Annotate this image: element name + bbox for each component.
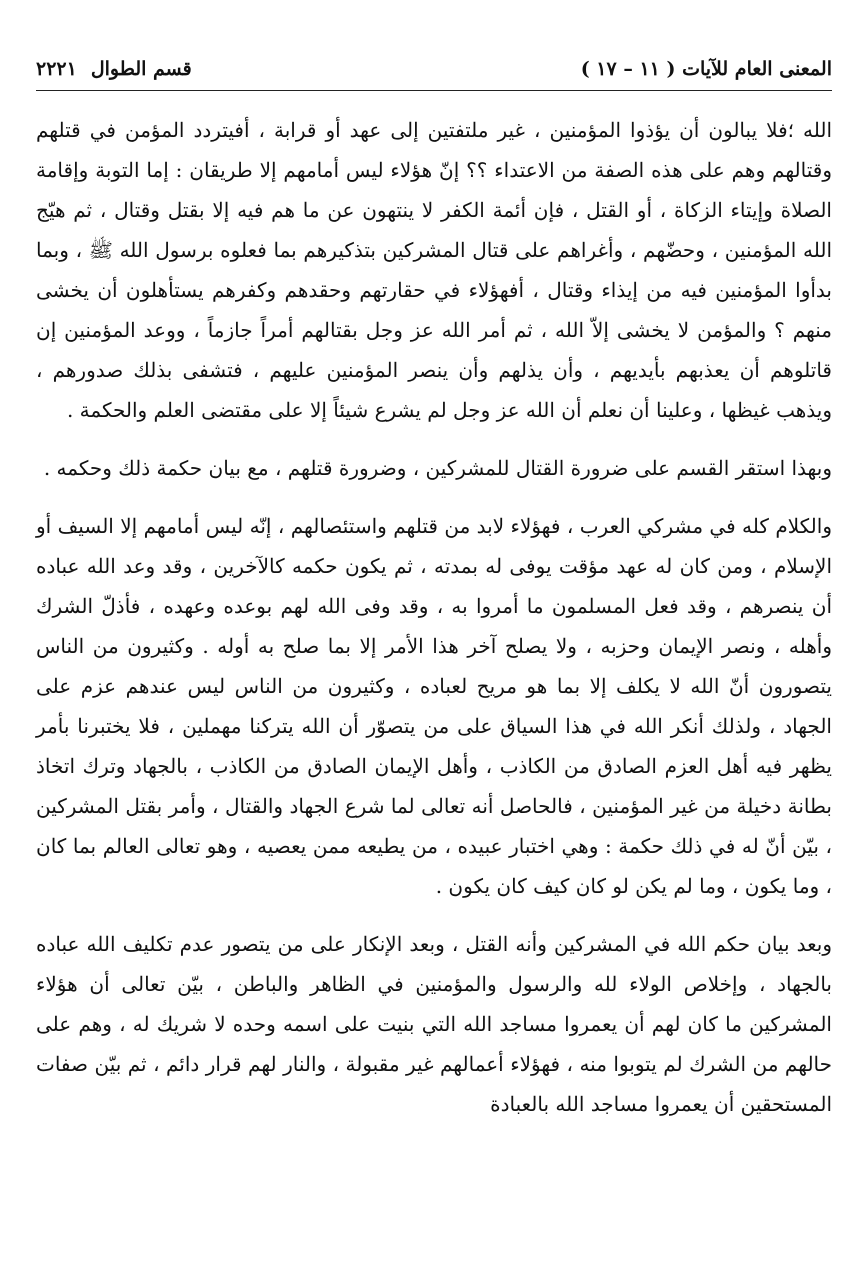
chapter-title: المعنى العام للآيات ( ١١ – ١٧ ): [580, 58, 832, 80]
book-page: [36, 56, 832, 1142]
section-and-page: [36, 58, 192, 80]
page-number: ٢٢٢١: [36, 58, 77, 80]
paragraph-4: وبعد بيان حكم الله في المشركين وأنه القتل ، وبعد الإنكار على من يتصور عدم تكليف الله عباده بالجهاد ، وإخلاص الولاء لله والرسول والمؤمنين في الظاهر والباطن ، بيّن تعالى أن هؤلاء المشركين ما كان لهم أن يعمروا مساجد الله التي بنيت على اسمه وحده لا شريك له ، وهم على حالهم من الشرك لم يتوبوا منه ، فهؤلاء أعمالهم غير مقبولة ، والنار لهم قرار دائم ، ثم بيّن صفات المستحقين أن يعمروا مساجد الله بالعبادة: [36, 932, 832, 1116]
section-name: قسم الطوال: [90, 58, 192, 80]
paragraph-1: الله ؛فلا يبالون أن يؤذوا المؤمنين ، غير ملتفتين إلى عهد أو قرابة ، أفيتردد المؤمن في قتلهم وقتالهم وهم على هذه الصفة من الاعتداء ؟؟ إنّ هؤلاء ليس أمامهم إلا طريقان : إما التوبة وإقامة الصلاة وإيتاء الزكاة ، أو القتل ، فإن أئمة الكفر لا ينتهون عن ما هم فيه إلا بقتل وقتال ، ثم هيّج الله المؤمنين ، وحضّهم ، وأغراهم على قتال المشركين بتذكيرهم بما فعلوه برسول الله ﷺ ، وبما بدأوا المؤمنين فيه من إيذاء وقتال ، أفهؤلاء في حقارتهم وحقدهم وكفرهم يستأهلون أن يخشى منهم ؟ والمؤمن لا يخشى إلاّ الله ، ثم أمر الله عز وجل بقتالهم أمراً جازماً ، ووعد المؤمنين إن قاتلوهم أن يعذبهم بأيديهم ، وأن يذلهم وأن ينصر المؤمنين عليهم ، فتشفى بذلك صدورهم ، ويذهب غيظها ، وعلينا أن نعلم أن الله عز وجل لم يشرع شيئاً إلا على مقتضى العلم والحكمة .: [36, 118, 832, 422]
body-text: [36, 110, 832, 1124]
paragraph-2: وبهذا استقر القسم على ضرورة القتال للمشركين ، وضرورة قتلهم ، مع بيان حكمة ذلك وحكمه .: [43, 456, 832, 480]
paragraph-3: والكلام كله في مشركي العرب ، فهؤلاء لابد من قتلهم واستئصالهم ، إنّه ليس أمامهم إلا السيف أو الإسلام ، ومن كان له عهد مؤقت يوفى له بمدته ، ثم يكون حكمه كالآخرين ، وقد وعد الله عباده أن ينصرهم ، وقد فعل المسلمون ما أمروا به ، وقد وفى الله لهم بوعده وعهده ، فأذلّ الشرك وأهله ، ونصر الإيمان وحزبه ، ولا يصلح آخر هذا الأمر إلا بما صلح به أوله . وكثيرون من الناس يتصورون أنّ الله لا يكلف إلا بما هو مريح لعباده ، وكثيرون من الناس ليس عندهم عزم على الجهاد ، ولذلك أنكر الله في هذا السياق على من يتصوّر أن الله يتركنا مهملين ، فلا يختبرنا بأمر يظهر فيه أهل العزم الصادق من الكاذب ، وأهل الإيمان الصادق من الكاذب ، بالجهاد وترك اتخاذ بطانة دخيلة من غير المؤمنين ، فالحاصل أنه تعالى لما شرع الجهاد والقتال ، وأمر بقتل المشركين ، بيّن أنّ له في ذلك حكمة : وهي اختبار عبيده ، من يطيعه ممن يعصيه ، وهو تعالى العالم بما كان ، وما يكون ، وما لم يكن لو كان كيف كان يكون .: [36, 514, 833, 898]
running-header: [36, 56, 832, 92]
header-divider: [36, 90, 832, 91]
